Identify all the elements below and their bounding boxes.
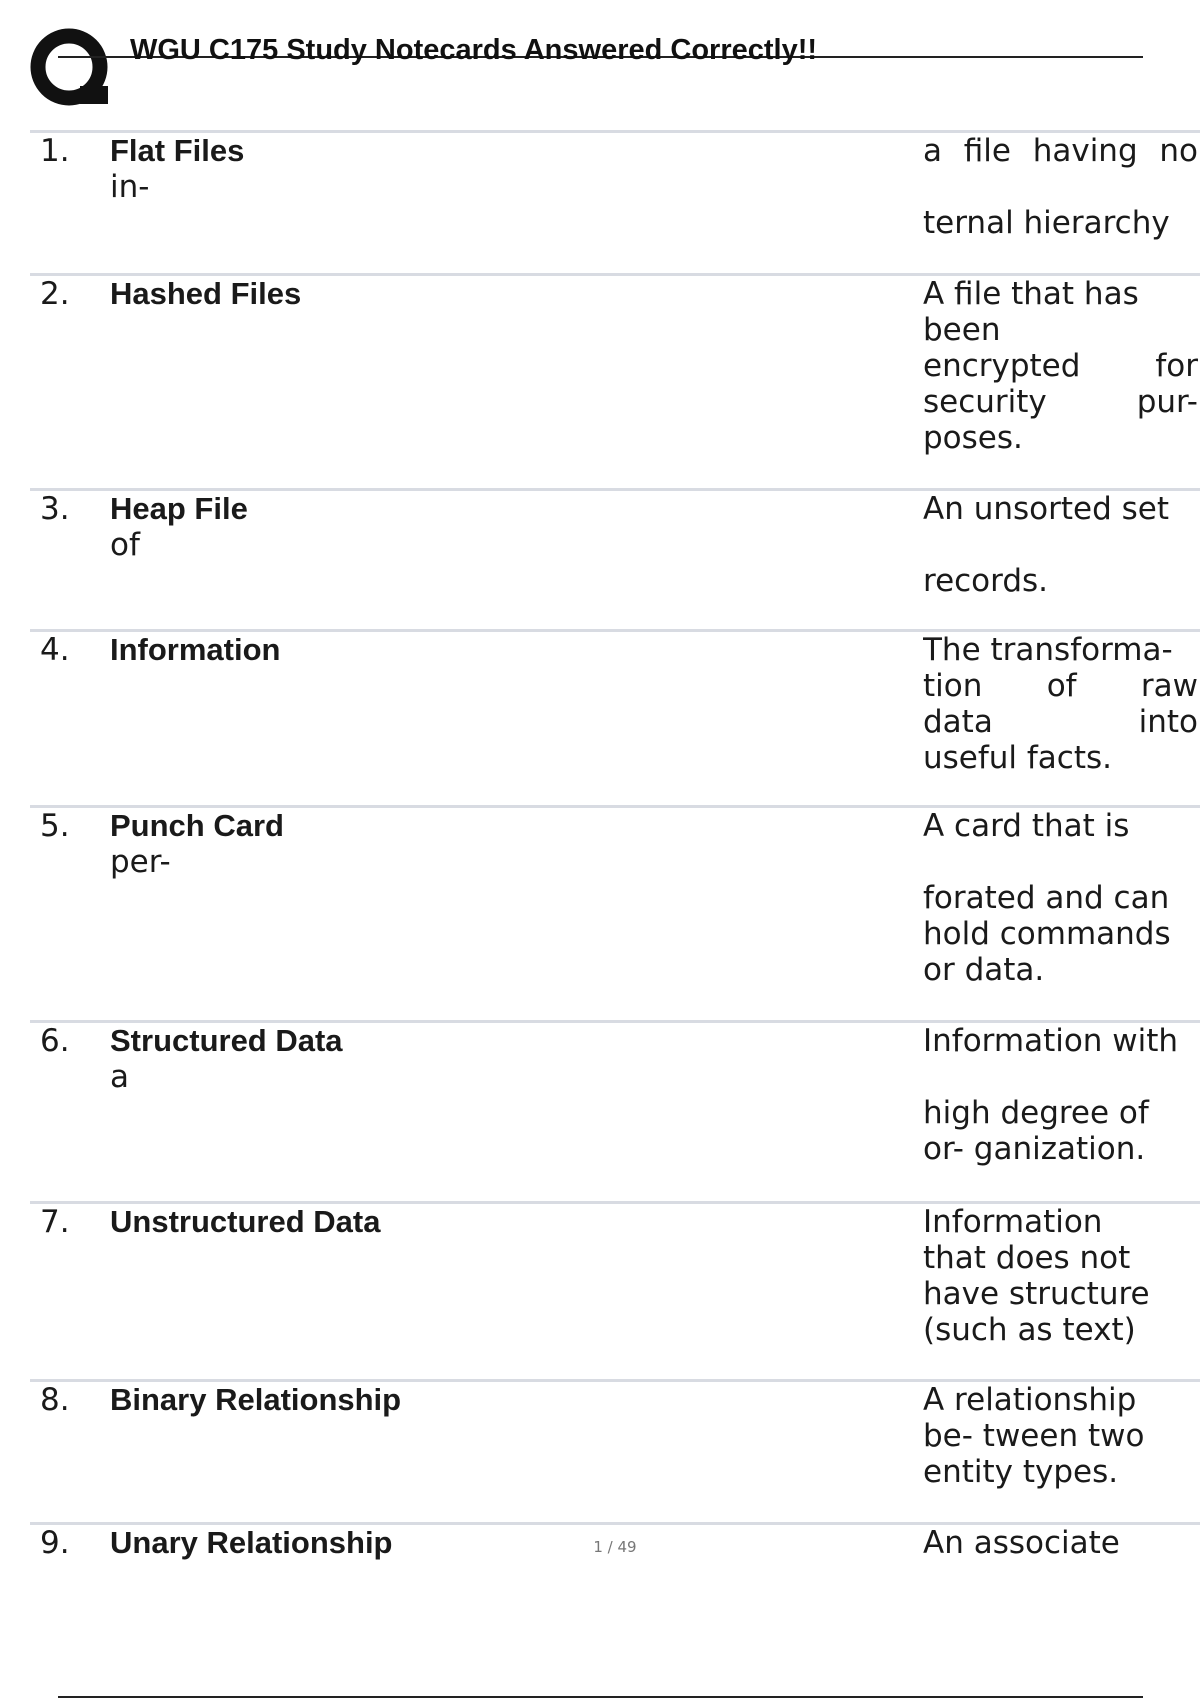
card-number: 3. bbox=[40, 491, 70, 527]
notecard-row bbox=[30, 130, 1200, 273]
definition-line: been bbox=[923, 312, 1001, 348]
definition-line: be- tween two bbox=[923, 1418, 1145, 1454]
definition-line: that does not bbox=[923, 1240, 1131, 1276]
definition-line: a file having no bbox=[923, 133, 1198, 169]
definition-line: ternal hierarchy bbox=[923, 205, 1170, 241]
definition-line: encrypted for bbox=[923, 348, 1198, 384]
card-number: 4. bbox=[40, 632, 70, 668]
card-definition bbox=[923, 808, 1198, 988]
card-definition bbox=[923, 1204, 1198, 1348]
card-number: 5. bbox=[40, 808, 70, 844]
definition-line: A relationship bbox=[923, 1382, 1137, 1418]
definition-line: data into bbox=[923, 704, 1198, 740]
card-number: 7. bbox=[40, 1204, 70, 1240]
card-term-continuation: in- bbox=[110, 169, 150, 205]
definition-line: useful facts. bbox=[923, 740, 1113, 776]
notecard-row bbox=[30, 1201, 1200, 1379]
card-term: Unstructured Data bbox=[110, 1204, 381, 1239]
card-term: Unary Relationship bbox=[110, 1525, 393, 1560]
definition-line: Information bbox=[923, 1204, 1103, 1240]
card-term: Structured Data bbox=[110, 1023, 343, 1058]
card-number: 9. bbox=[40, 1525, 70, 1561]
notecard-row bbox=[30, 805, 1200, 1020]
card-term-continuation: a bbox=[110, 1059, 129, 1095]
definition-line: records. bbox=[923, 563, 1049, 599]
card-term: Information bbox=[110, 632, 281, 667]
definition-line: An unsorted set bbox=[923, 491, 1170, 527]
page-number: 1 / 49 bbox=[593, 1538, 637, 1556]
definition-line: security pur- bbox=[923, 384, 1198, 420]
card-number: 2. bbox=[40, 276, 70, 312]
definition-line: high degree of bbox=[923, 1095, 1149, 1131]
notecard-row bbox=[30, 273, 1200, 488]
card-definition bbox=[923, 276, 1198, 456]
definition-line: tion of raw bbox=[923, 668, 1198, 704]
card-term: Flat Files bbox=[110, 133, 245, 168]
notecard-row bbox=[30, 1020, 1200, 1201]
card-term: Punch Card bbox=[110, 808, 284, 843]
card-number: 6. bbox=[40, 1023, 70, 1059]
definition-line: (such as text) bbox=[923, 1312, 1136, 1348]
notecard-row bbox=[30, 488, 1200, 629]
card-number: 8. bbox=[40, 1382, 70, 1418]
definition-line: or- ganization. bbox=[923, 1131, 1146, 1167]
card-definition bbox=[923, 491, 1198, 599]
notecard-row bbox=[30, 629, 1200, 805]
notecard-row bbox=[30, 1379, 1200, 1522]
card-term: Heap File bbox=[110, 491, 248, 526]
definition-line: A card that is bbox=[923, 808, 1130, 844]
definition-line: poses. bbox=[923, 420, 1023, 456]
card-term: Hashed Files bbox=[110, 276, 302, 311]
card-definition bbox=[923, 632, 1198, 776]
card-term-continuation: per- bbox=[110, 844, 171, 880]
card-term: Binary Relationship bbox=[110, 1382, 402, 1417]
definition-line: or data. bbox=[923, 952, 1045, 988]
definition-line: entity types. bbox=[923, 1454, 1119, 1490]
logo-icon bbox=[30, 28, 112, 110]
bottom-rule bbox=[58, 1696, 1143, 1698]
definition-line: forated and can bbox=[923, 880, 1170, 916]
card-definition bbox=[923, 1382, 1198, 1490]
definition-line: Information with bbox=[923, 1023, 1179, 1059]
card-definition bbox=[923, 133, 1198, 241]
definition-line: The transforma- bbox=[923, 632, 1173, 668]
definition-line: An associate bbox=[923, 1525, 1120, 1561]
definition-line: have structure bbox=[923, 1276, 1150, 1312]
card-number: 1. bbox=[40, 133, 70, 169]
definition-line: A file that has bbox=[923, 276, 1139, 312]
document-title: WGU C175 Study Notecards Answered Correctly!! bbox=[130, 34, 818, 66]
notecard-list bbox=[30, 130, 1200, 1625]
card-definition bbox=[923, 1023, 1198, 1167]
definition-line: hold commands bbox=[923, 916, 1171, 952]
card-term-continuation: of bbox=[110, 527, 140, 563]
